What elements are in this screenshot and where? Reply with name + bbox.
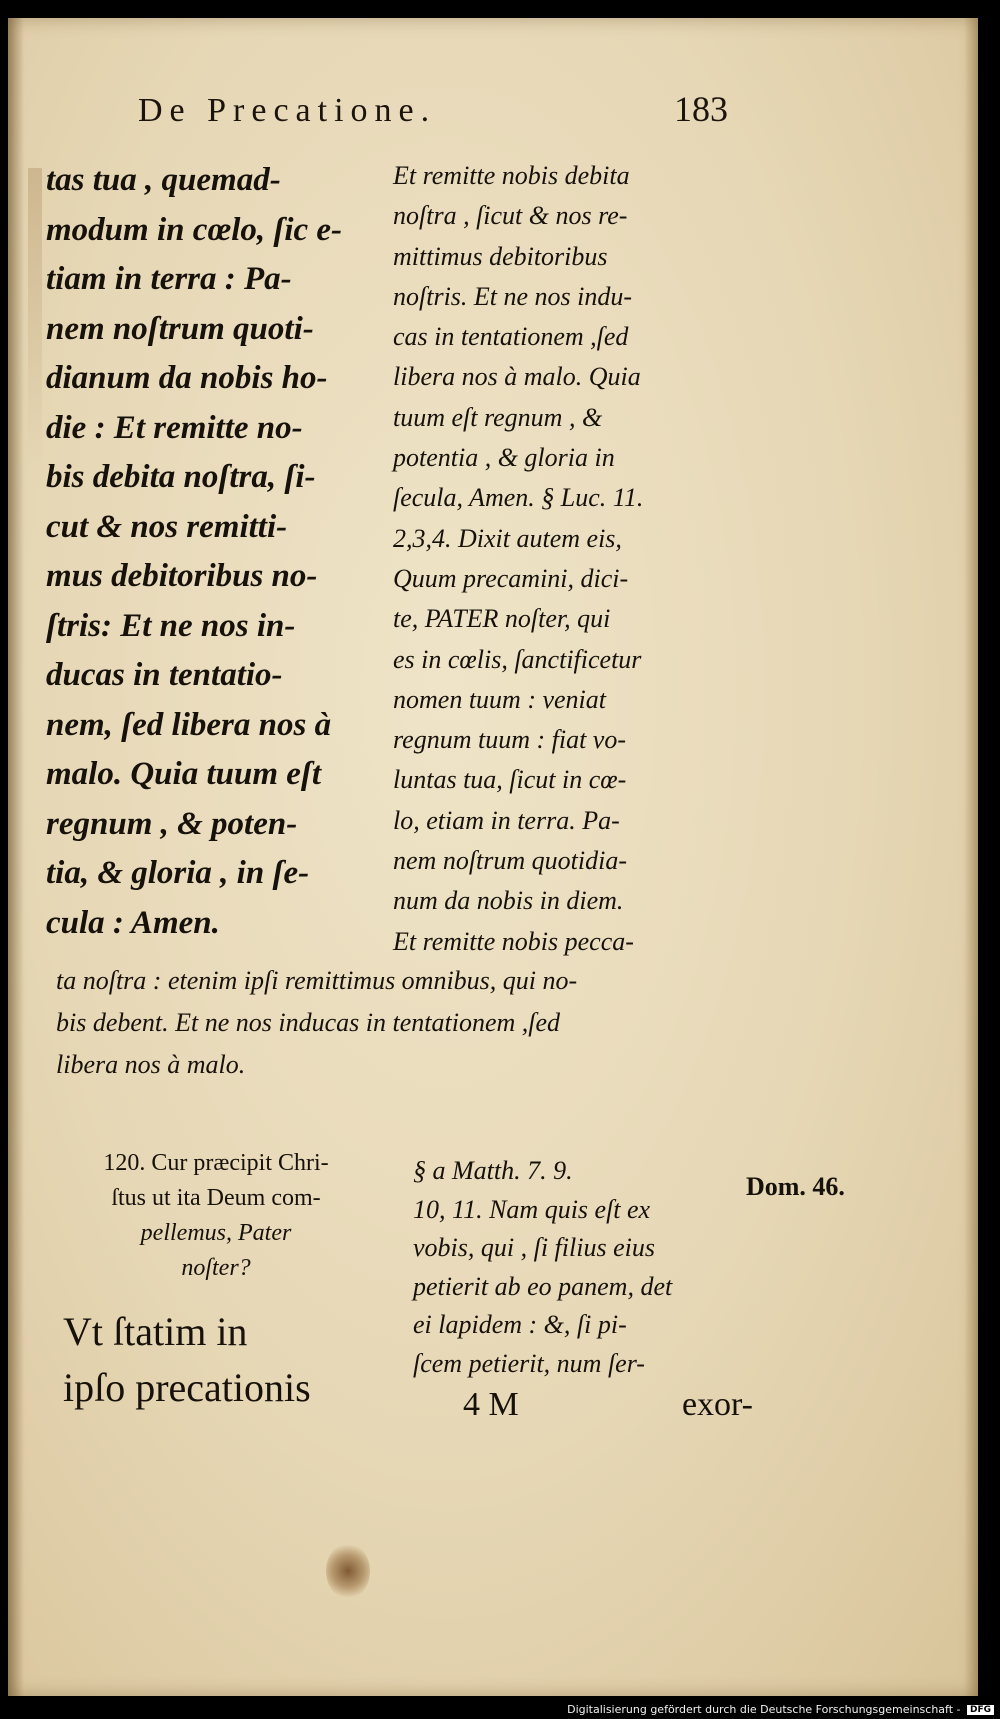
text-line: tuum eſt regnum , & — [393, 402, 603, 432]
question-line: 120. Cur præcipit Chri- — [103, 1150, 329, 1176]
catechism-question — [56, 1146, 376, 1286]
page-number: 183 — [674, 89, 728, 129]
margin-note: Dom. 46. — [746, 1172, 845, 1201]
ink-stain — [326, 1543, 370, 1599]
text-line: ducas in tentatio- — [46, 657, 283, 693]
text-line: die : Et remitte no- — [46, 409, 303, 446]
text-line: § a Matth. 7. 9. — [413, 1156, 573, 1185]
text-line: tia, & gloria , in ſe- — [46, 855, 310, 891]
answer-line: Vt ſtatim in — [63, 1309, 248, 1354]
dfg-logo-badge: DFG — [967, 1705, 994, 1715]
text-line: vobis, qui , ſi filius eius — [413, 1233, 655, 1262]
question-line: noſter? — [181, 1255, 251, 1281]
text-line: mittimus debitoribus — [393, 241, 608, 271]
running-title: De Precatione. — [138, 92, 437, 129]
catchword: exor- — [681, 1386, 753, 1423]
text-line: modum in cœlo, ſic e- — [46, 211, 343, 248]
right-text-column — [393, 156, 733, 962]
signature-mark: 4 M — [463, 1386, 519, 1423]
left-text-column — [46, 156, 376, 948]
text-line: num da nobis in diem. — [393, 886, 624, 916]
text-line: cula : Amen. — [46, 904, 220, 941]
text-line: 2,3,4. Dixit autem eis, — [393, 523, 622, 553]
text-line: Et remitte nobis pecca- — [393, 926, 634, 956]
page-gutter-shadow — [8, 18, 24, 1696]
catchline — [463, 1386, 753, 1434]
digitization-credit — [567, 1703, 994, 1716]
text-line: noſtris. Et ne nos indu- — [393, 281, 633, 311]
text-line: petierit ab eo panem, det — [413, 1271, 673, 1301]
text-line: ſtris: Et ne nos in- — [46, 607, 296, 644]
text-line: potentia , & gloria in — [393, 443, 615, 473]
text-line: bis debent. Et ne nos inducas in tentationem ,ſed — [56, 1008, 561, 1037]
scripture-reference-column — [413, 1152, 733, 1383]
text-line: regnum , & poten- — [46, 805, 298, 842]
paper-stain — [28, 168, 42, 468]
text-line: cut & nos remitti- — [46, 508, 288, 545]
text-line: nem noſtrum quoti- — [46, 310, 314, 347]
text-line: nomen tuum : veniat — [393, 684, 607, 714]
text-line: bis debita noſtra, ſi- — [46, 459, 316, 495]
catechism-answer — [63, 1304, 393, 1416]
question-line: pellemus, Pater — [140, 1220, 292, 1246]
text-line: ta noſtra : etenim ipſi remittimus omnibus, qui no- — [56, 966, 578, 995]
text-line: lo, etiam in terra. Pa- — [393, 805, 620, 835]
text-line: es in cœlis, ſanctificetur — [393, 644, 642, 674]
text-line: Quum precamini, dici- — [393, 563, 629, 593]
text-line: noſtra , ſicut & nos re- — [393, 201, 628, 231]
text-line: tas tua , quemad- — [46, 162, 281, 198]
page-header — [138, 80, 728, 140]
question-line: ſtus ut ita Deum com- — [111, 1185, 321, 1211]
page-edge-shadow — [964, 18, 978, 1696]
text-line: ei lapidem : &, ſi pi- — [413, 1310, 627, 1339]
text-line: libera nos à malo. — [56, 1050, 246, 1079]
text-line: te, PATER noſter, qui — [393, 604, 611, 634]
text-line: Et remitte nobis debita — [393, 161, 630, 190]
text-line: regnum tuum : fiat vo- — [393, 725, 626, 755]
text-line: ſcem petierit, num ſer- — [413, 1348, 645, 1378]
text-line: libera nos à malo. Quia — [393, 362, 641, 392]
text-line: cas in tentationem ,ſed — [393, 322, 629, 352]
text-line: nem noſtrum quotidia- — [393, 846, 627, 876]
full-width-paragraph — [56, 960, 756, 1086]
answer-line: ipſo precationis — [63, 1365, 311, 1410]
book-page — [8, 18, 978, 1696]
text-line: ſecula, Amen. § Luc. 11. — [393, 483, 644, 513]
text-line: nem, ſed libera nos à — [46, 706, 332, 743]
text-line: mus debitoribus no- — [46, 558, 318, 594]
text-line: luntas tua, ſicut in cœ- — [393, 765, 627, 795]
credit-text: Digitalisierung gefördert durch die Deutsche Forschungsgemeinschaft - — [567, 1703, 961, 1716]
text-line: 10, 11. Nam quis eſt ex — [413, 1194, 651, 1224]
text-line: malo. Quia tuum eſt — [46, 756, 322, 792]
text-line: dianum da nobis ho- — [46, 360, 328, 396]
text-line: tiam in terra : Pa- — [46, 261, 292, 297]
